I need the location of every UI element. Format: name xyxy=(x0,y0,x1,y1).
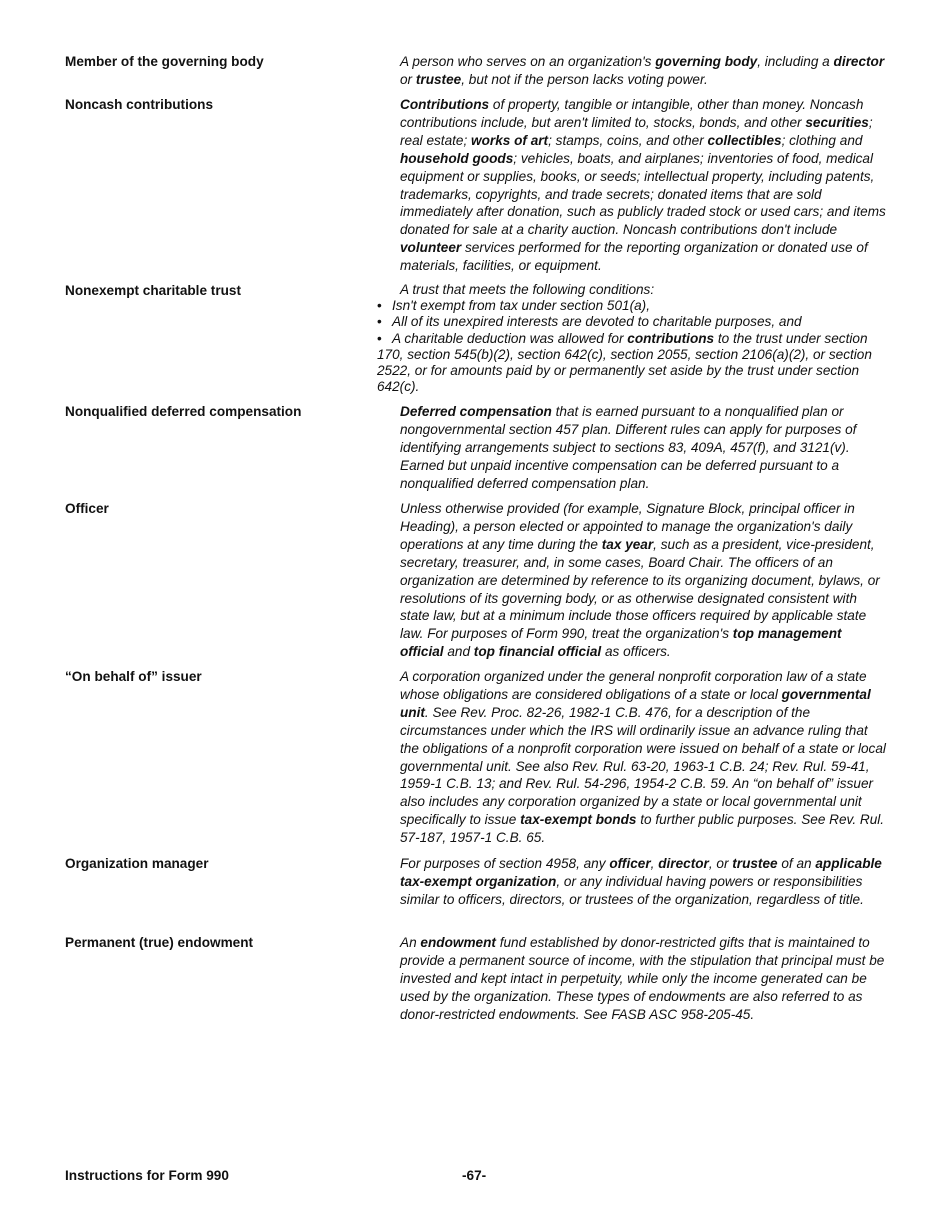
glossary-term-reference: works of art xyxy=(471,132,549,148)
definition-bullet xyxy=(377,298,887,314)
glossary-term-reference: director xyxy=(833,54,885,69)
glossary-term: Nonqualified deferred compensation xyxy=(65,404,302,419)
glossary-term-reference: applicable tax-exempt organization xyxy=(400,856,882,889)
glossary-term-reference: tax-exempt bonds xyxy=(520,812,637,828)
glossary-term: Nonexempt charitable trust xyxy=(65,283,242,298)
glossary-term-reference: trustee xyxy=(415,71,462,87)
bullet-dot-icon: • xyxy=(377,298,382,314)
footer-form-title: Instructions for Form 990 xyxy=(65,1168,229,1183)
glossary-term-reference: securities xyxy=(805,114,869,130)
glossary-term: “On behalf of” issuer xyxy=(65,669,202,684)
glossary-term-reference: director xyxy=(658,856,709,871)
glossary-term-reference: endowment xyxy=(420,935,496,950)
glossary-term-reference: contributions xyxy=(627,330,715,346)
glossary-definition: Contributions of property, tangible or intangible, other than money. Noncash contributions include, but aren't limited to, stocks, bonds, and other securities; real estate; works of art; stamps, coins, and other collectibles; clothing and household goods; vehicles, boats, and airplanes; inventories of food, medical equipment or supplies, books, or seeds; intellectual property, including patents, trademarks, copyrights, and trade secrets; donated items that are sold immediately after donation, such as publicly traded stock or used cars; and items donated for sale at a charity auction. Noncash contributions don't include volunteer services performed for the reporting organization or donated use of materials, facilities, or equipment. xyxy=(400,97,886,274)
glossary-term-reference: Deferred compensation xyxy=(400,404,552,419)
glossary-definition: A corporation organized under the general nonprofit corporation law of a state whose obligations are considered obligations of a state or local governmental unit. See Rev. Proc. 82-26, 1982-1 C.B. 476, for a description of the circumstances under which the IRS will ordinarily issue an advance ruling that the obligations of a nonprofit corporation were issued on behalf of a state or local governmental unit. See also Rev. Rul. 63-20, 1963-1 C.B. 24; Rev. Rul. 59-41, 1959-1 C.B. 13; and Rev. Rul. 54-296, 1954-2 C.B. 59. An “on behalf of” issuer also includes any corporation organized by a state or local governmental unit specifically to issue tax-exempt bonds to further public purposes. See Rev. Rul. 57-187, 1957-1 C.B. 65. xyxy=(400,669,886,846)
glossary-term-reference: officer xyxy=(609,856,651,871)
glossary-term: Member of the governing body xyxy=(65,54,264,69)
definition-bullet xyxy=(377,331,887,396)
glossary-term-reference: tax year xyxy=(601,536,654,552)
glossary-term-reference: governing body xyxy=(655,54,758,69)
definition-bullet xyxy=(377,314,887,330)
glossary-term-reference: governmental unit xyxy=(400,686,871,720)
glossary-term: Permanent (true) endowment xyxy=(65,935,254,950)
glossary-term: Organization manager xyxy=(65,856,209,871)
bullet-dot-icon: • xyxy=(377,314,382,330)
glossary-definition: Unless otherwise provided (for example, Signature Block, principal officer in Heading), a person elected or appointed to manage the organization's daily operations at any time during the tax year, such as a president, vice-president, secretary, treasurer, and, in some cases, Board Chair. The officers of an organization are determined by reference to its organizing document, bylaws, or resolutions of its governing body, or as otherwise designated consistent with state law, but at a minimum include those officers required by applicable state law. For purposes of Form 990, treat the organization's top management official and top financial official as officers. xyxy=(400,501,880,660)
glossary-term: Officer xyxy=(65,501,109,516)
glossary-definition: Deferred compensation that is earned pursuant to a nonqualified plan or nongovernmental section 457 plan. Different rules can apply for purposes of identifying arrangements subject to sections 83, 409A, 457(f), and 3121(v). Earned but unpaid incentive compensation can be deferred pursuant to a nonqualified deferred compensation plan. xyxy=(400,404,857,491)
bullet-text: A charitable deduction was allowed for contributions to the trust under section 170, section 545(b)(2), section 642(c), section 2055, section 2106(a)(2), or section 2522, or for amounts paid by or permanently set aside by the trust under section 642(c). xyxy=(377,330,872,395)
bullet-text: Isn't exempt from tax under section 501(a), xyxy=(392,298,650,314)
glossary-definition: For purposes of section 4958, any officer, director, or trustee of an applicable tax-exempt organization, or any individual having powers or responsibilities similar to officers, directors, or trustees of the organization, regardless of title. xyxy=(400,856,882,907)
glossary-term-reference: trustee xyxy=(732,856,778,871)
glossary-term: Noncash contributions xyxy=(65,97,214,112)
glossary-term-reference: Contributions xyxy=(400,97,490,112)
footer-page-number: -67- xyxy=(462,1168,487,1183)
glossary-definition: A person who serves on an organization's governing body, including a director or trustee, but not if the person lacks voting power. xyxy=(400,54,885,87)
glossary-term-reference: top management official xyxy=(400,626,842,660)
glossary-term-reference: household goods xyxy=(400,150,514,166)
glossary-definition xyxy=(377,282,887,395)
glossary-definition: An endowment fund established by donor-restricted gifts that is maintained to provide a permanent source of income, with the stipulation that principal must be invested and kept intact in perpetuity, while only the income generated can be used by the organization. These types of endowments are also referred to as donor-restricted endowments. See FASB ASC 958-205-45. xyxy=(400,935,885,1022)
glossary-term-reference: top financial official xyxy=(473,644,602,660)
glossary-term-reference: collectibles xyxy=(707,132,782,148)
bullet-text: All of its unexpired interests are devoted to charitable purposes, and xyxy=(392,314,802,330)
bullet-dot-icon: • xyxy=(377,330,382,346)
glossary-term-reference: volunteer xyxy=(400,240,462,256)
definition-lead: A trust that meets the following conditions: xyxy=(400,282,655,297)
